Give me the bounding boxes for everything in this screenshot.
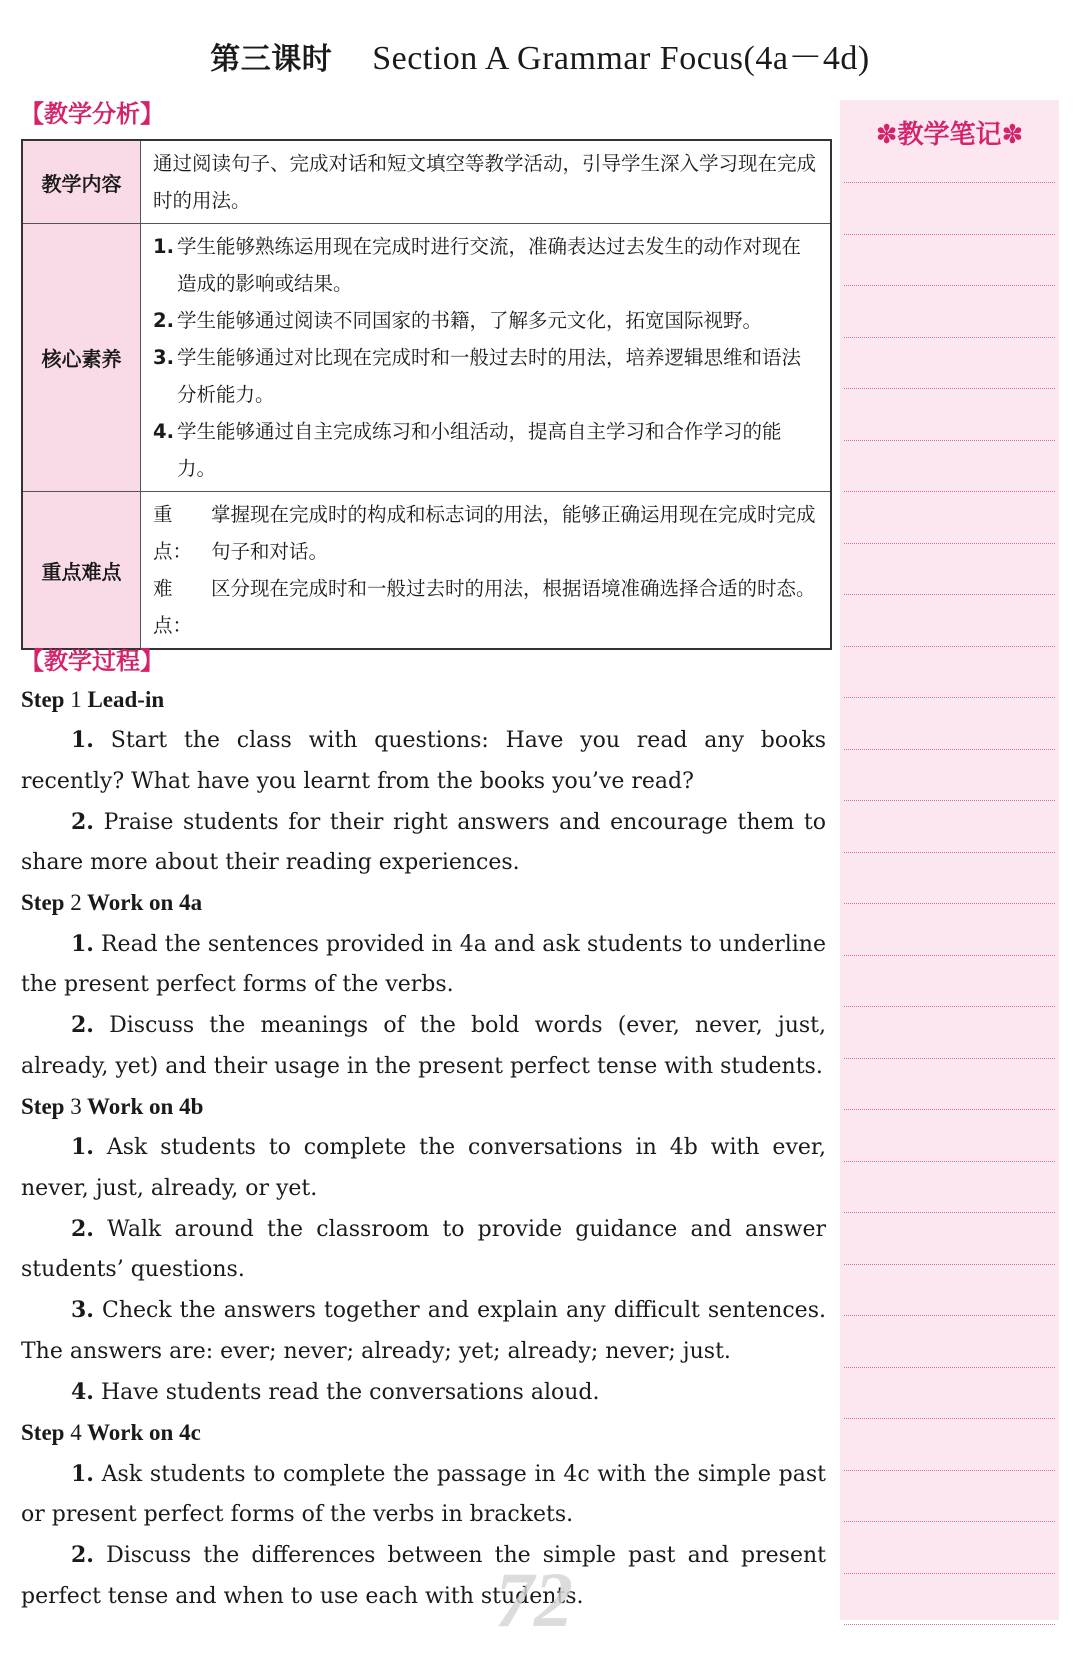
note-line (844, 1212, 1055, 1213)
analysis-table (21, 139, 832, 650)
process-heading: 【教学过程】 (20, 647, 164, 675)
item-text: 学生能够通过自主完成练习和小组活动，提高自主学习和合作学习的能力。 (177, 420, 782, 480)
lesson-label: 第三课时 (210, 42, 333, 77)
note-line (844, 1006, 1055, 1007)
step-word: Step (21, 1093, 65, 1119)
para-number: 2. (71, 808, 94, 835)
row-label: 重点难点 (22, 492, 141, 650)
note-line (844, 697, 1055, 698)
note-line (844, 1367, 1055, 1368)
step-name: Lead-in (87, 687, 165, 712)
paragraph (21, 802, 826, 884)
item-keyword: 难点： (153, 577, 193, 637)
note-line (844, 1470, 1055, 1471)
paragraph (21, 1005, 826, 1087)
list-item (153, 496, 820, 570)
paragraph (21, 924, 826, 1006)
item-text: 学生能够熟练运用现在完成时进行交流，准确表达过去发生的动作对现在造成的影响或结果。 (177, 235, 802, 295)
para-number: 2. (71, 1542, 94, 1569)
row-content: 通过阅读句子、完成对话和短文填空等教学活动，引导学生深入学习现在完成时的用法。 (141, 140, 832, 224)
step-name: Work on 4b (87, 1093, 204, 1119)
step-word: Step (21, 890, 65, 916)
para-number: 1. (71, 930, 94, 957)
para-number: 4. (71, 1379, 94, 1406)
list-item (153, 570, 820, 644)
note-line (844, 594, 1055, 595)
para-text: Ask students to complete the conversations in 4b with ever, never, just, already, or yet. (21, 1135, 826, 1201)
list-item (153, 413, 820, 487)
notes-panel (840, 100, 1059, 1620)
para-number: 2. (71, 1215, 94, 1242)
step-heading (21, 1087, 826, 1127)
para-text: Walk around the classroom to provide guidance and answer students’ questions. (21, 1216, 826, 1283)
para-text: Start the class with questions: Have you read any books recently? What have you learnt from the books you’ve read? (21, 728, 826, 794)
paragraph (21, 1372, 826, 1413)
note-line (844, 955, 1055, 956)
note-line (844, 388, 1055, 389)
step-number: 3 (70, 1093, 82, 1119)
note-line (844, 852, 1055, 853)
paragraph (21, 1209, 826, 1291)
para-number: 2. (71, 1012, 94, 1039)
notes-title: ✽教学笔记✽ (875, 120, 1024, 150)
step-word: Step (21, 1420, 65, 1446)
item-number: 4. (153, 420, 174, 443)
paragraph (21, 720, 826, 802)
table-row (22, 492, 831, 650)
para-number: 1. (71, 727, 94, 754)
step-number: 1 (70, 687, 82, 712)
page-number: 72 (495, 1556, 573, 1643)
note-line (844, 1521, 1055, 1522)
note-line (844, 440, 1055, 441)
row-content (141, 224, 832, 492)
para-number: 1. (71, 1460, 94, 1487)
step-heading (21, 680, 826, 720)
note-line (844, 285, 1055, 286)
para-text: Check the answers together and explain any difficult sentences. The answers are: ever; never; already; yet; already; never; just. (21, 1298, 826, 1364)
item-keyword: 重点： (153, 503, 193, 563)
note-line (844, 1109, 1055, 1110)
note-line (844, 903, 1055, 904)
para-text: Discuss the meanings of the bold words (ever, never, just, already, yet) and their usage in the present perfect tense with students. (21, 1013, 826, 1079)
note-line (844, 1264, 1055, 1265)
step-heading (21, 1413, 826, 1453)
note-line (844, 182, 1055, 183)
item-text: 学生能够通过对比现在完成时和一般过去时的用法，培养逻辑思维和语法分析能力。 (177, 346, 802, 406)
note-line (844, 800, 1055, 801)
note-line (844, 337, 1055, 338)
paragraph (21, 1290, 826, 1372)
list-item (153, 339, 820, 413)
para-text: Ask students to complete the passage in 4c with the simple past or present perfect forms of the verbs in brackets. (21, 1461, 826, 1527)
section-title: Section A Grammar Focus(4a－4d) (372, 40, 870, 77)
item-number: 2. (153, 309, 174, 332)
process-body (21, 680, 826, 1617)
item-text: 区分现在完成时和一般过去时的用法，根据语境准确选择合适的时态。 (211, 577, 816, 600)
step-number: 4 (70, 1420, 82, 1446)
para-number: 3. (71, 1297, 94, 1324)
note-line (844, 1315, 1055, 1316)
paragraph (21, 1535, 826, 1617)
item-text: 学生能够通过阅读不同国家的书籍，了解多元文化，拓宽国际视野。 (177, 309, 763, 332)
paragraph (21, 1454, 826, 1536)
note-line (844, 234, 1055, 235)
para-text: Discuss the differences between the simple past and present perfect tense and when to use each with students. (21, 1543, 827, 1609)
note-line (844, 1418, 1055, 1419)
item-number: 1. (153, 235, 174, 258)
row-label: 教学内容 (22, 140, 141, 224)
step-name: Work on 4a (87, 890, 203, 916)
step-word: Step (21, 687, 65, 712)
row-content (141, 492, 832, 650)
analysis-heading: 【教学分析】 (20, 100, 164, 128)
step-name: Work on 4c (87, 1420, 201, 1446)
para-text: Praise students for their right answers and encourage them to share more about their reading experiences. (21, 809, 826, 876)
step-number: 2 (70, 890, 82, 916)
para-text: Have students read the conversations aloud. (100, 1380, 600, 1406)
note-line (844, 1624, 1055, 1625)
table-row (22, 140, 831, 224)
list-item (153, 228, 820, 302)
note-line (844, 1573, 1055, 1574)
page-title (0, 30, 1080, 80)
note-line (844, 749, 1055, 750)
paragraph (21, 1127, 826, 1209)
list-item (153, 302, 820, 339)
note-line (844, 543, 1055, 544)
item-number: 3. (153, 346, 174, 369)
note-line (844, 1161, 1055, 1162)
item-text: 掌握现在完成时的构成和标志词的用法，能够正确运用现在完成时完成句子和对话。 (211, 503, 816, 563)
note-line (844, 491, 1055, 492)
para-number: 1. (71, 1134, 94, 1161)
table-row (22, 224, 831, 492)
note-line (844, 646, 1055, 647)
note-line (844, 1058, 1055, 1059)
step-heading (21, 883, 826, 923)
para-text: Read the sentences provided in 4a and ask students to underline the present perfect forms of the verbs. (21, 931, 826, 998)
row-label: 核心素养 (22, 224, 141, 492)
